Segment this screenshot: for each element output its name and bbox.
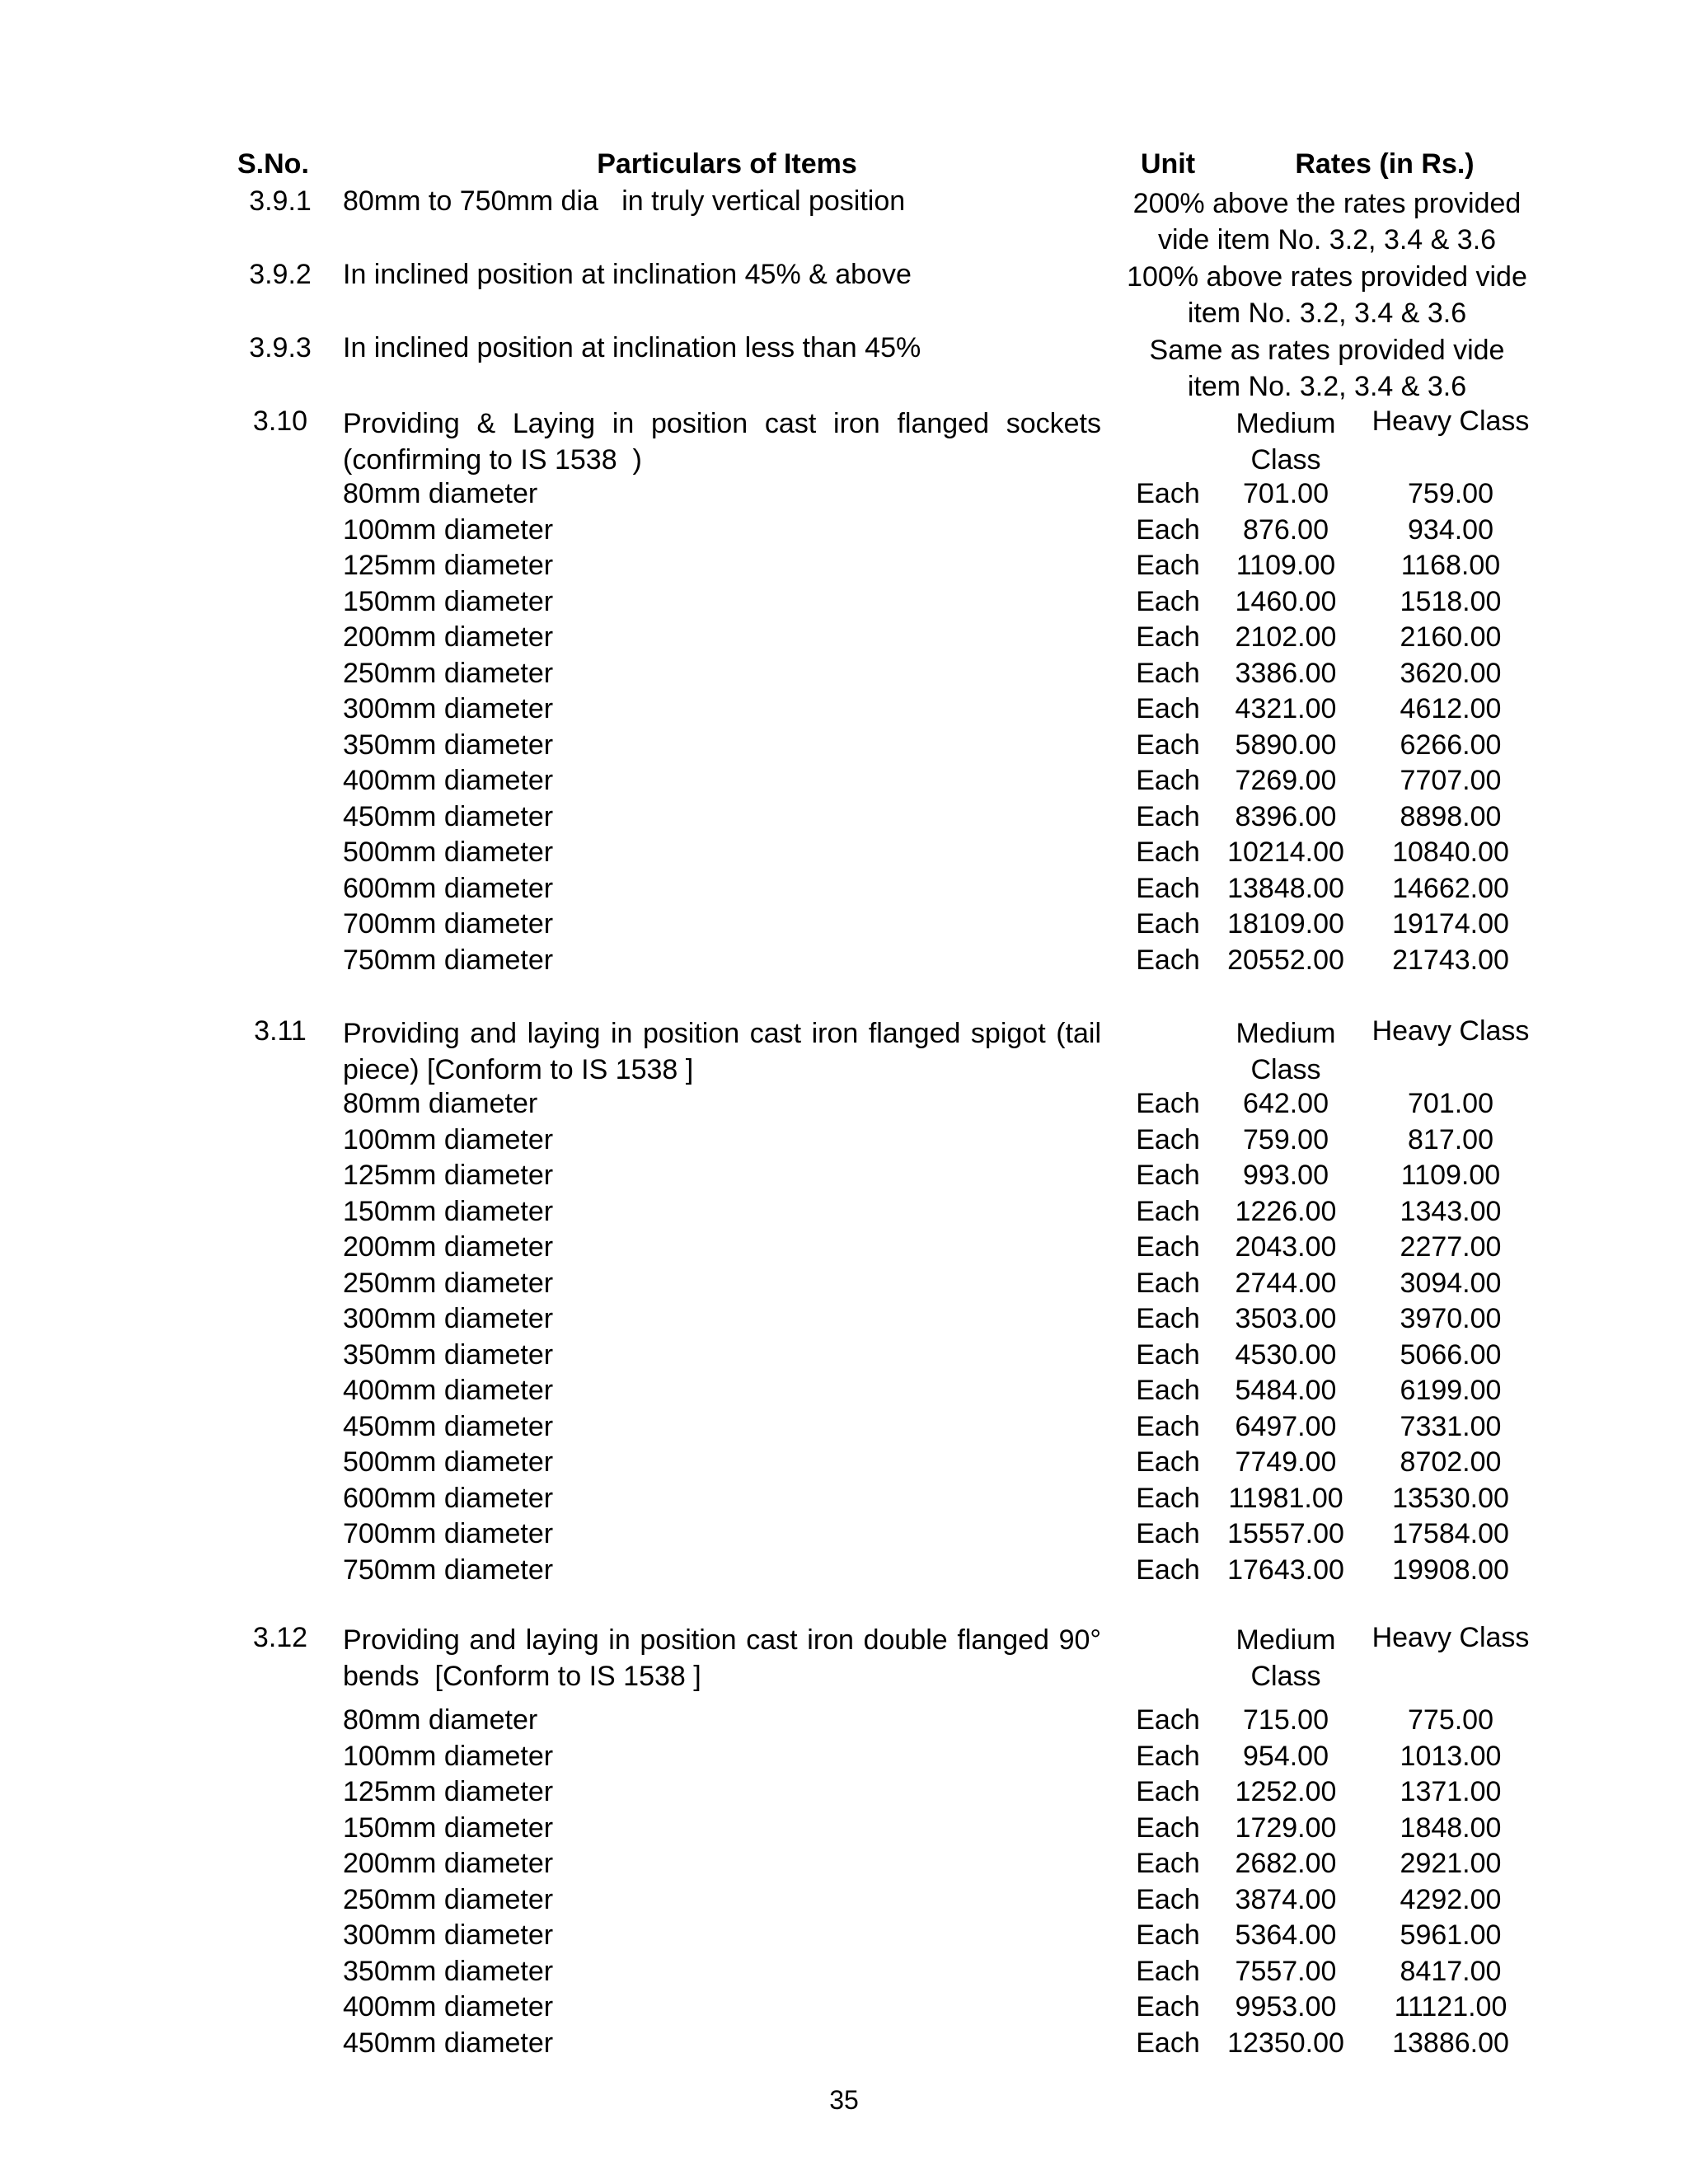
size-cell: 200mm diameter xyxy=(343,1231,554,1263)
medium-heading-line2: Class xyxy=(1250,444,1321,476)
medium-rate-cell: 2102.00 xyxy=(1235,621,1337,653)
heavy-rate-cell: 11121.00 xyxy=(1394,1991,1507,2022)
size-cell: 100mm diameter xyxy=(343,513,554,546)
note-rate-line2: vide item No. 3.2, 3.4 & 3.6 xyxy=(1157,224,1497,255)
medium-rate-cell: 4530.00 xyxy=(1235,1338,1337,1371)
heavy-rate-cell: 19908.00 xyxy=(1392,1554,1509,1586)
unit-cell: Each xyxy=(1136,1776,1200,1807)
medium-class-heading xyxy=(1220,1622,1352,1694)
heavy-rate-cell: 21743.00 xyxy=(1392,944,1509,976)
medium-rate-cell: 13848.00 xyxy=(1227,872,1344,904)
rate-rows xyxy=(0,1088,1688,1590)
medium-rate-cell: 1729.00 xyxy=(1235,1811,1337,1844)
medium-rate-cell: 20552.00 xyxy=(1227,944,1344,976)
note-rate xyxy=(1113,185,1541,258)
heavy-rate-cell: 3620.00 xyxy=(1400,657,1502,689)
table-row xyxy=(0,801,1688,837)
size-cell: 450mm diameter xyxy=(343,2027,554,2059)
heavy-rate-cell: 8702.00 xyxy=(1400,1446,1502,1478)
heavy-rate-cell: 19174.00 xyxy=(1392,908,1509,940)
unit-cell: Each xyxy=(1136,837,1200,868)
unit-cell: Each xyxy=(1136,1919,1200,1951)
heavy-rate-cell: 934.00 xyxy=(1408,513,1493,546)
table-row xyxy=(0,1124,1688,1160)
medium-rate-cell: 642.00 xyxy=(1243,1088,1329,1119)
unit-cell: Each xyxy=(1136,1955,1200,1987)
heavy-rate-cell: 10840.00 xyxy=(1392,837,1509,868)
table-row xyxy=(0,1704,1688,1741)
size-cell: 400mm diameter xyxy=(343,765,554,796)
table-row xyxy=(0,586,1688,622)
size-cell: 600mm diameter xyxy=(343,1482,554,1514)
medium-rate-cell: 12350.00 xyxy=(1227,2027,1344,2059)
medium-rate-cell: 8396.00 xyxy=(1235,800,1337,832)
item-sno: 3.11 xyxy=(254,1015,307,1047)
size-cell: 450mm diameter xyxy=(343,800,554,832)
page-number: 35 xyxy=(829,2085,859,2115)
table-row xyxy=(0,1741,1688,1777)
unit-cell: Each xyxy=(1136,1303,1200,1334)
table-row xyxy=(0,693,1688,729)
unit-cell: Each xyxy=(1136,693,1200,724)
heavy-rate-cell: 17584.00 xyxy=(1392,1518,1509,1549)
unit-cell: Each xyxy=(1136,1740,1200,1772)
medium-heading-line1: Medium xyxy=(1236,1624,1336,1656)
medium-rate-cell: 715.00 xyxy=(1243,1704,1329,1736)
note-rate-line1: Same as rates provided vide xyxy=(1149,335,1505,366)
heavy-rate-cell: 4292.00 xyxy=(1400,1883,1502,1915)
heavy-rate-cell: 1371.00 xyxy=(1400,1776,1502,1807)
item-heading xyxy=(0,1015,1688,1088)
size-cell: 150mm diameter xyxy=(343,1811,554,1844)
header-sno: S.No. xyxy=(237,148,309,180)
heavy-rate-cell: 701.00 xyxy=(1408,1088,1493,1119)
medium-rate-cell: 3503.00 xyxy=(1235,1303,1337,1334)
table-row xyxy=(0,1339,1688,1376)
heavy-rate-cell: 5961.00 xyxy=(1400,1919,1502,1951)
heavy-rate-cell: 6199.00 xyxy=(1400,1375,1502,1406)
size-cell: 200mm diameter xyxy=(343,621,554,653)
table-row xyxy=(0,550,1688,586)
medium-rate-cell: 4321.00 xyxy=(1235,693,1337,724)
note-row-3-9-1 xyxy=(0,185,1688,258)
table-row xyxy=(0,873,1688,909)
table-row xyxy=(0,1411,1688,1447)
size-cell: 350mm diameter xyxy=(343,1338,554,1371)
medium-rate-cell: 3386.00 xyxy=(1235,657,1337,689)
item-heading xyxy=(0,1622,1688,1704)
unit-cell: Each xyxy=(1136,944,1200,976)
rate-rows xyxy=(0,1704,1688,2063)
heavy-rate-cell: 2277.00 xyxy=(1400,1231,1502,1263)
header-unit: Unit xyxy=(1140,148,1196,180)
item-description-line1: Providing and laying in position cast iron flanged spigot (tail xyxy=(343,1018,1101,1049)
item-section-3-10 xyxy=(0,405,1688,980)
note-rate xyxy=(1113,332,1541,405)
table-row xyxy=(0,1956,1688,1992)
note-description: In inclined position at inclination 45% & above xyxy=(343,259,912,290)
size-cell: 250mm diameter xyxy=(343,1883,554,1915)
table-row xyxy=(0,1446,1688,1483)
table-row xyxy=(0,1196,1688,1232)
unit-cell: Each xyxy=(1136,1991,1200,2022)
unit-cell: Each xyxy=(1136,1338,1200,1371)
table-row xyxy=(0,1268,1688,1304)
unit-cell: Each xyxy=(1136,800,1200,832)
unit-cell: Each xyxy=(1136,1704,1200,1736)
heavy-rate-cell: 2921.00 xyxy=(1400,1848,1502,1879)
medium-rate-cell: 954.00 xyxy=(1243,1740,1329,1772)
note-description: In inclined position at inclination less than 45% xyxy=(343,332,921,363)
item-section-3-12 xyxy=(0,1622,1688,2063)
medium-class-heading xyxy=(1220,405,1352,478)
table-row xyxy=(0,1848,1688,1884)
medium-rate-cell: 701.00 xyxy=(1243,478,1329,509)
item-heading xyxy=(0,405,1688,478)
table-row xyxy=(0,2027,1688,2064)
table-row xyxy=(0,621,1688,658)
size-cell: 750mm diameter xyxy=(343,1554,554,1586)
table-row xyxy=(0,729,1688,766)
medium-rate-cell: 2744.00 xyxy=(1235,1267,1337,1299)
medium-rate-cell: 6497.00 xyxy=(1235,1410,1337,1442)
item-section-3-11 xyxy=(0,1015,1688,1590)
size-cell: 300mm diameter xyxy=(343,1919,554,1951)
rate-rows xyxy=(0,478,1688,980)
item-sno: 3.12 xyxy=(252,1622,308,1653)
size-cell: 500mm diameter xyxy=(343,1446,554,1478)
size-cell: 400mm diameter xyxy=(343,1991,554,2022)
unit-cell: Each xyxy=(1136,1883,1200,1915)
heavy-rate-cell: 6266.00 xyxy=(1400,729,1502,761)
medium-rate-cell: 18109.00 xyxy=(1227,908,1344,940)
medium-heading-line2: Class xyxy=(1250,1661,1321,1692)
table-row xyxy=(0,1776,1688,1812)
header-rates: Rates (in Rs.) xyxy=(1295,148,1475,180)
heavy-rate-cell: 817.00 xyxy=(1408,1123,1493,1155)
note-rate-line1: 200% above the rates provided xyxy=(1132,188,1522,219)
medium-rate-cell: 1252.00 xyxy=(1235,1776,1337,1807)
item-description-line2: piece) [Conform to IS 1538 ] xyxy=(343,1054,694,1085)
medium-rate-cell: 3874.00 xyxy=(1235,1883,1337,1915)
heavy-rate-cell: 1518.00 xyxy=(1400,585,1502,617)
unit-cell: Each xyxy=(1136,1123,1200,1155)
medium-rate-cell: 759.00 xyxy=(1243,1123,1329,1155)
item-description xyxy=(343,405,1101,478)
table-row xyxy=(0,1554,1688,1591)
unit-cell: Each xyxy=(1136,1267,1200,1299)
medium-rate-cell: 1460.00 xyxy=(1235,585,1337,617)
size-cell: 150mm diameter xyxy=(343,1195,554,1227)
unit-cell: Each xyxy=(1136,1375,1200,1406)
heavy-class-heading: Heavy Class xyxy=(1372,1622,1530,1653)
unit-cell: Each xyxy=(1136,1518,1200,1549)
heavy-rate-cell: 13886.00 xyxy=(1392,2027,1509,2059)
heavy-rate-cell: 5066.00 xyxy=(1400,1338,1502,1371)
medium-class-heading xyxy=(1220,1015,1352,1088)
medium-rate-cell: 2043.00 xyxy=(1235,1231,1337,1263)
table-row xyxy=(0,1160,1688,1196)
medium-rate-cell: 15557.00 xyxy=(1227,1518,1344,1549)
heavy-rate-cell: 7331.00 xyxy=(1400,1410,1502,1442)
note-sno: 3.9.3 xyxy=(249,332,312,363)
medium-rate-cell: 7749.00 xyxy=(1235,1446,1337,1478)
heavy-rate-cell: 1013.00 xyxy=(1400,1740,1502,1772)
table-row xyxy=(0,1991,1688,2027)
note-rate-line2: item No. 3.2, 3.4 & 3.6 xyxy=(1187,371,1467,402)
size-cell: 250mm diameter xyxy=(343,657,554,689)
size-cell: 150mm diameter xyxy=(343,585,554,617)
size-cell: 200mm diameter xyxy=(343,1848,554,1879)
medium-rate-cell: 993.00 xyxy=(1243,1160,1329,1191)
medium-rate-cell: 2682.00 xyxy=(1235,1848,1337,1879)
item-sno: 3.10 xyxy=(252,405,308,437)
header-particulars: Particulars of Items xyxy=(597,148,857,180)
heavy-rate-cell: 7707.00 xyxy=(1400,765,1502,796)
heavy-rate-cell: 1109.00 xyxy=(1400,1160,1501,1191)
heavy-rate-cell: 1343.00 xyxy=(1400,1195,1502,1227)
unit-cell: Each xyxy=(1136,1195,1200,1227)
unit-cell: Each xyxy=(1136,2027,1200,2059)
unit-cell: Each xyxy=(1136,1811,1200,1844)
size-cell: 350mm diameter xyxy=(343,1955,554,1987)
medium-rate-cell: 1109.00 xyxy=(1236,550,1336,581)
note-rate xyxy=(1113,259,1541,331)
size-cell: 300mm diameter xyxy=(343,693,554,724)
size-cell: 125mm diameter xyxy=(343,1160,554,1191)
note-row-3-9-2 xyxy=(0,259,1688,331)
heavy-class-heading: Heavy Class xyxy=(1372,405,1530,437)
unit-cell: Each xyxy=(1136,872,1200,904)
unit-cell: Each xyxy=(1136,765,1200,796)
heavy-class-heading: Heavy Class xyxy=(1372,1015,1530,1047)
heavy-rate-cell: 3094.00 xyxy=(1400,1267,1502,1299)
item-description-line2: bends [Conform to IS 1538 ] xyxy=(343,1661,701,1692)
table-row xyxy=(0,1303,1688,1339)
table-row xyxy=(0,765,1688,801)
table-row xyxy=(0,1812,1688,1849)
size-cell: 100mm diameter xyxy=(343,1740,554,1772)
size-cell: 350mm diameter xyxy=(343,729,554,761)
table-row xyxy=(0,478,1688,514)
table-row xyxy=(0,1884,1688,1920)
medium-heading-line1: Medium xyxy=(1236,1018,1336,1049)
unit-cell: Each xyxy=(1136,550,1200,581)
size-cell: 700mm diameter xyxy=(343,1518,554,1549)
heavy-rate-cell: 1848.00 xyxy=(1400,1811,1502,1844)
size-cell: 80mm diameter xyxy=(343,478,538,509)
heavy-rate-cell: 3970.00 xyxy=(1400,1303,1502,1334)
medium-rate-cell: 876.00 xyxy=(1243,513,1329,546)
table-header xyxy=(0,148,1688,185)
size-cell: 125mm diameter xyxy=(343,1776,554,1807)
item-description-line1: Providing and laying in position cast iron double flanged 90° xyxy=(343,1624,1101,1656)
size-cell: 80mm diameter xyxy=(343,1088,538,1119)
size-cell: 450mm diameter xyxy=(343,1410,554,1442)
table-row xyxy=(0,1919,1688,1956)
table-row xyxy=(0,944,1688,981)
unit-cell: Each xyxy=(1136,657,1200,689)
note-row-3-9-3 xyxy=(0,332,1688,405)
table-row xyxy=(0,837,1688,873)
note-rate-line2: item No. 3.2, 3.4 & 3.6 xyxy=(1187,298,1467,329)
size-cell: 250mm diameter xyxy=(343,1267,554,1299)
medium-rate-cell: 7269.00 xyxy=(1235,765,1337,796)
note-sno: 3.9.1 xyxy=(249,185,312,217)
heavy-rate-cell: 4612.00 xyxy=(1400,693,1502,724)
medium-heading-line1: Medium xyxy=(1236,408,1336,439)
heavy-rate-cell: 13530.00 xyxy=(1392,1482,1509,1514)
medium-rate-cell: 10214.00 xyxy=(1227,837,1344,868)
unit-cell: Each xyxy=(1136,513,1200,546)
unit-cell: Each xyxy=(1136,478,1200,509)
unit-cell: Each xyxy=(1136,1848,1200,1879)
unit-cell: Each xyxy=(1136,908,1200,940)
unit-cell: Each xyxy=(1136,1160,1200,1191)
unit-cell: Each xyxy=(1136,1231,1200,1263)
table-row xyxy=(0,908,1688,944)
medium-rate-cell: 5484.00 xyxy=(1235,1375,1337,1406)
medium-rate-cell: 17643.00 xyxy=(1227,1554,1344,1586)
medium-rate-cell: 9953.00 xyxy=(1235,1991,1337,2022)
note-sno: 3.9.2 xyxy=(249,259,312,290)
note-rate-line1: 100% above rates provided vide xyxy=(1127,261,1527,293)
heavy-rate-cell: 1168.00 xyxy=(1400,550,1501,581)
unit-cell: Each xyxy=(1136,1554,1200,1586)
medium-rate-cell: 5890.00 xyxy=(1235,729,1337,761)
heavy-rate-cell: 8417.00 xyxy=(1400,1955,1502,1987)
unit-cell: Each xyxy=(1136,1410,1200,1442)
table-row xyxy=(0,514,1688,551)
unit-cell: Each xyxy=(1136,729,1200,761)
table-row xyxy=(0,1088,1688,1124)
item-description xyxy=(343,1622,1101,1694)
item-description-line2: (confirming to IS 1538 ) xyxy=(343,444,642,476)
heavy-rate-cell: 8898.00 xyxy=(1400,800,1502,832)
size-cell: 400mm diameter xyxy=(343,1375,554,1406)
size-cell: 125mm diameter xyxy=(343,550,554,581)
unit-cell: Each xyxy=(1136,585,1200,617)
size-cell: 750mm diameter xyxy=(343,944,554,976)
item-description xyxy=(343,1015,1101,1088)
heavy-rate-cell: 2160.00 xyxy=(1400,621,1502,653)
unit-cell: Each xyxy=(1136,621,1200,653)
size-cell: 500mm diameter xyxy=(343,837,554,868)
medium-rate-cell: 1226.00 xyxy=(1235,1195,1337,1227)
size-cell: 700mm diameter xyxy=(343,908,554,940)
table-row xyxy=(0,1518,1688,1554)
heavy-rate-cell: 14662.00 xyxy=(1392,872,1509,904)
unit-cell: Each xyxy=(1136,1088,1200,1119)
table-row xyxy=(0,1483,1688,1519)
size-cell: 100mm diameter xyxy=(343,1123,554,1155)
medium-heading-line2: Class xyxy=(1250,1054,1321,1085)
heavy-rate-cell: 759.00 xyxy=(1408,478,1493,509)
heavy-rate-cell: 775.00 xyxy=(1408,1704,1493,1736)
medium-rate-cell: 5364.00 xyxy=(1235,1919,1337,1951)
unit-cell: Each xyxy=(1136,1446,1200,1478)
size-cell: 80mm diameter xyxy=(343,1704,538,1736)
size-cell: 600mm diameter xyxy=(343,872,554,904)
size-cell: 300mm diameter xyxy=(343,1303,554,1334)
unit-cell: Each xyxy=(1136,1482,1200,1514)
table-row xyxy=(0,1375,1688,1411)
medium-rate-cell: 7557.00 xyxy=(1235,1955,1337,1987)
medium-rate-cell: 11981.00 xyxy=(1228,1482,1343,1514)
table-row xyxy=(0,1231,1688,1268)
item-description-line1: Providing & Laying in position cast iron flanged sockets xyxy=(343,408,1101,439)
table-row xyxy=(0,658,1688,694)
note-description: 80mm to 750mm dia in truly vertical position xyxy=(343,185,906,217)
